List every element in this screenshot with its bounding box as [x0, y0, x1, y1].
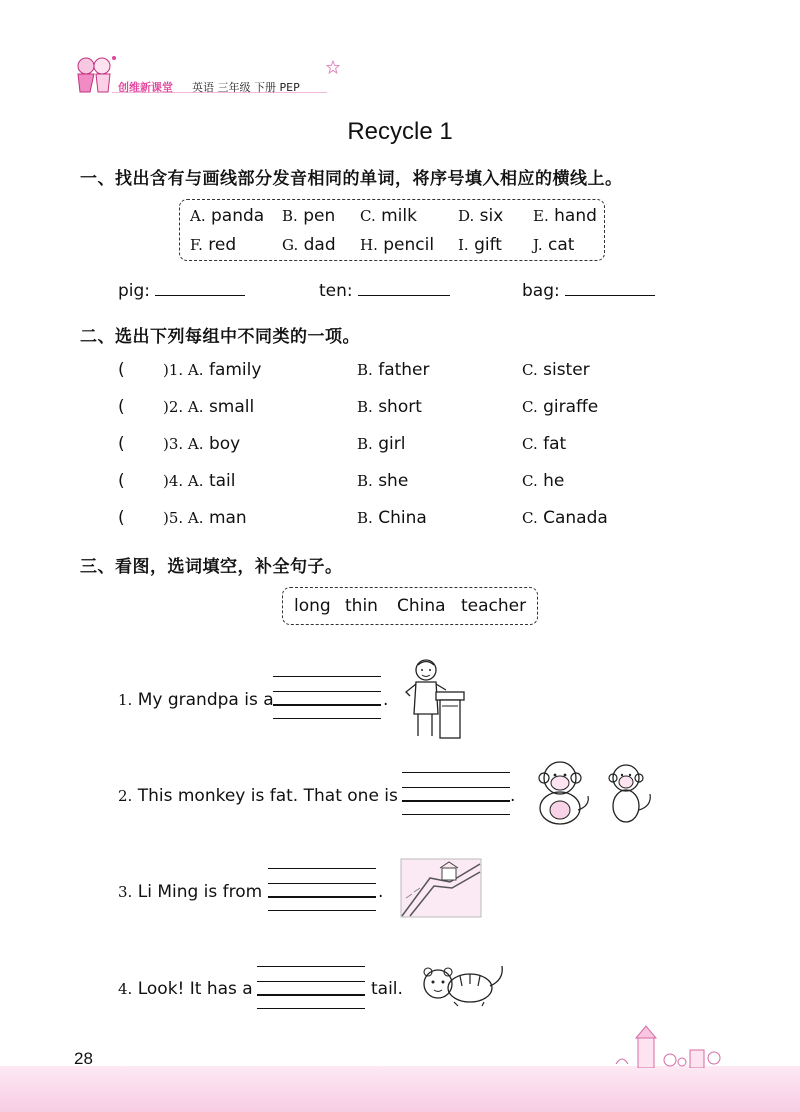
q1-paren[interactable]: ( — [118, 360, 125, 380]
tiger-picture — [418, 960, 508, 1008]
star-icon — [326, 60, 340, 74]
option-e: E. hand — [533, 206, 597, 226]
q5-option-c: C. Canada — [522, 508, 608, 528]
q1-option-b: B. father — [357, 360, 430, 380]
q5-option-a: )5. A. man — [163, 508, 247, 528]
q2-option-a: )2. A. small — [163, 397, 255, 417]
prompt-bag: bag: — [522, 281, 655, 301]
sentence-3: 3. Li Ming is from — [118, 882, 263, 902]
sentence-1: 1. My grandpa is a — [118, 690, 274, 710]
section3-heading: 三、看图，选词填空，补全句子。 — [80, 557, 343, 577]
option-g: G. dad — [282, 235, 336, 255]
q3-paren[interactable]: ( — [118, 434, 125, 454]
thin-monkey-picture — [604, 762, 656, 828]
great-wall-picture — [400, 858, 482, 918]
q2-option-c: C. giraffe — [522, 397, 599, 417]
sentence-1-end: . — [383, 690, 389, 710]
q5-option-b: B. China — [357, 508, 427, 528]
answer-blank[interactable] — [358, 281, 450, 296]
sentence-3-end: . — [378, 882, 384, 902]
word-bank-china: China — [397, 596, 446, 616]
option-j: J. cat — [533, 235, 575, 255]
word-bank-long: long — [294, 596, 331, 616]
section2-heading: 二、选出下列每组中不同类的一项。 — [80, 327, 360, 347]
word-bank-thin: thin — [345, 596, 378, 616]
page-title: Recycle 1 — [347, 118, 453, 145]
option-h: H. pencil — [360, 235, 435, 255]
sentence-4-end: tail. — [371, 979, 403, 999]
castle-decoration-icon — [610, 1024, 730, 1068]
option-b: B. pen — [282, 206, 336, 226]
option-a: A. panda — [190, 206, 265, 226]
q2-option-b: B. short — [357, 397, 422, 417]
q1-option-a: )1. A. family — [163, 360, 262, 380]
q4-option-c: C. he — [522, 471, 565, 491]
sentence-4: 4. Look! It has a — [118, 979, 253, 999]
q4-option-b: B. she — [357, 471, 409, 491]
option-d: D. six — [458, 206, 504, 226]
prompt-ten: ten: — [319, 281, 450, 301]
option-c: C. milk — [360, 206, 417, 226]
sentence-2: 2. This monkey is fat. That one is — [118, 786, 398, 806]
q3-option-c: C. fat — [522, 434, 567, 454]
sentence-2-end: . — [510, 786, 516, 806]
q1-option-c: C. sister — [522, 360, 590, 380]
prompt-pig: pig: — [118, 281, 245, 301]
option-f: F. red — [190, 235, 237, 255]
header-info: 英语 三年级 下册 PEP — [192, 81, 300, 94]
header-brand: 创维新课堂 — [118, 81, 173, 94]
q4-option-a: )4. A. tail — [163, 471, 236, 491]
answer-blank[interactable] — [565, 281, 655, 296]
q3-option-b: B. girl — [357, 434, 406, 454]
answer-blank[interactable] — [155, 281, 245, 296]
fat-monkey-picture — [532, 758, 594, 828]
footer-band — [0, 1066, 800, 1112]
q5-paren[interactable]: ( — [118, 508, 125, 528]
q4-paren[interactable]: ( — [118, 471, 125, 491]
q2-paren[interactable]: ( — [118, 397, 125, 417]
section1-heading: 一、找出含有与画线部分发音相同的单词，将序号填入相应的横线上。 — [80, 169, 623, 189]
grandpa-teacher-picture — [402, 656, 468, 742]
page-number: 28 — [74, 1049, 93, 1068]
word-bank-teacher: teacher — [461, 596, 527, 616]
option-i: I. gift — [458, 235, 502, 255]
q3-option-a: )3. A. boy — [163, 434, 241, 454]
